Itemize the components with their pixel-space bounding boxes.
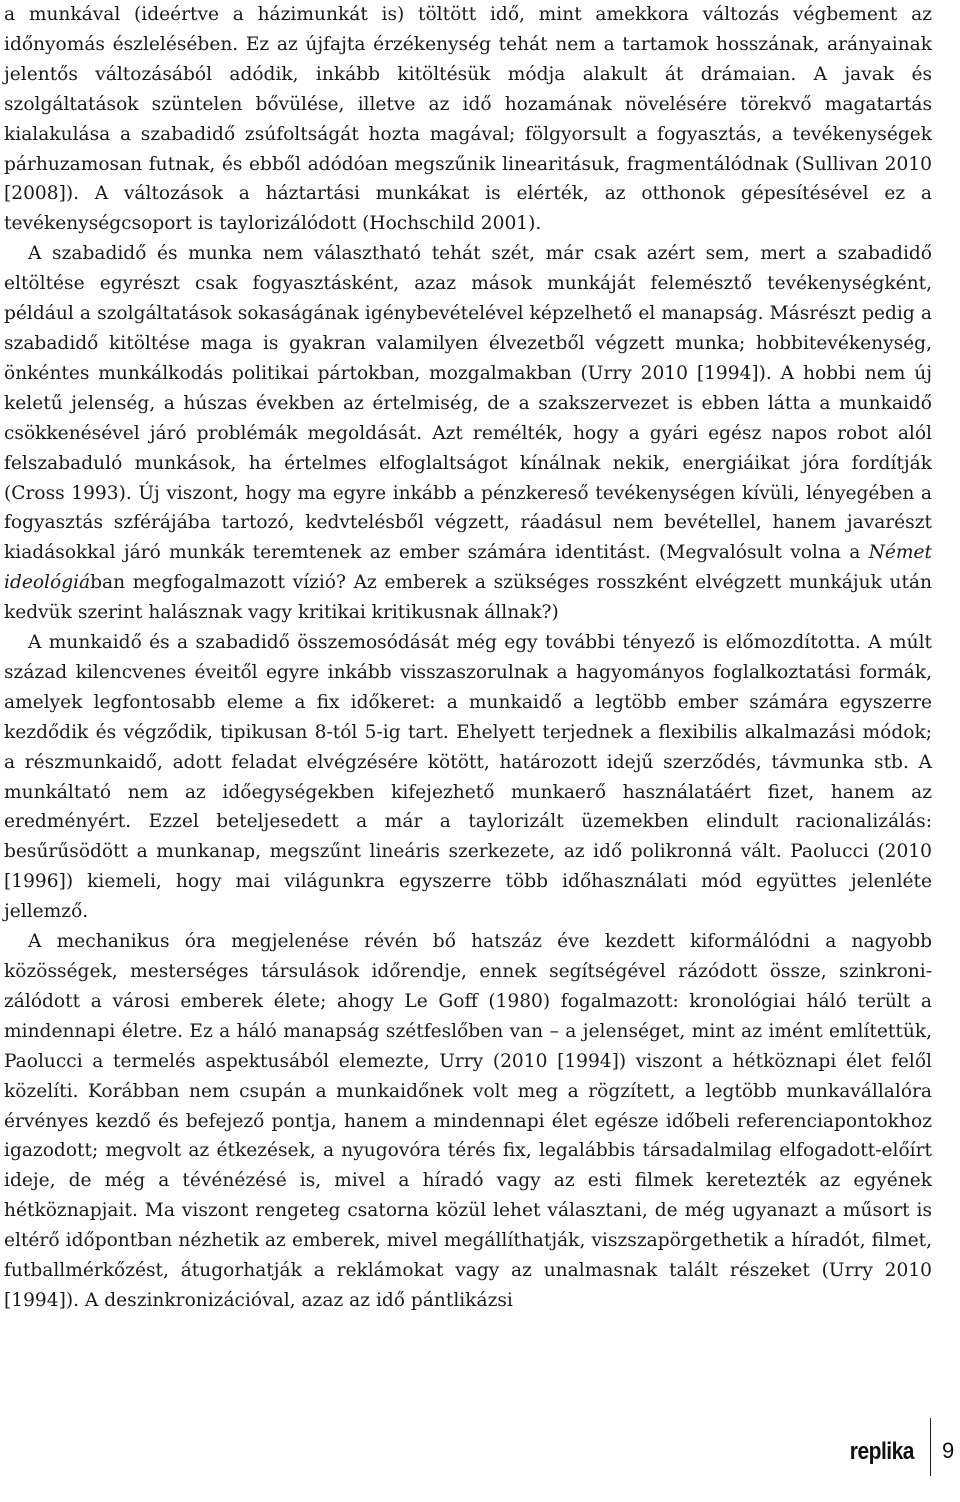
footer-divider — [930, 1418, 931, 1476]
article-body — [4, 0, 932, 1316]
paragraph-2 — [4, 239, 932, 628]
italic-book-title: Német ideológiá — [4, 542, 932, 594]
paragraph-1 — [4, 0, 932, 239]
journal-name: replika — [849, 1438, 914, 1465]
page-number: 9 — [942, 1438, 955, 1463]
paragraph-text: A szabadidő és munka nem választható tehát szét, már csak azért sem, mert a szabadidő eltöltése egyrészt csak fogyasztásként, azaz mások munkáját felemésztő tevékenységként, például a szolgáltatások sokaságának igénybevételével képzelhető el manapság. Másrészt pedig a szabadidő kitöltése maga is gyakran valamilyen élvezetből végzett munka; hobbitevékenység, önkéntes munkálkodás politikai pártokban, mozgalmakban (Urry 2010 [1994]). A hobbi nem új keletű jelenség, a húszas években az értelmiség, de a szakszervezet is ebben látta a munkaidő csökkenésével járó problémák megoldását. Azt remélték, hogy a gyári egész napos robot alól felszabaduló munkások, ha értelmes elfoglaltságot kínálnak nekik, energiáikat jóra fordítják (Cross 1993). Új viszont, hogy ma egyre inkább a pénzkereső tevékenységen kívüli, lényegében a fogyasztás szférájába tartozó, kedvtelésből végzett, ráadásul nem bevétellel, hanem javarészt kiadásokkal járó munkák teremtenek az ember számára identitást. (Megvalósult volna a — [4, 243, 932, 564]
paragraph-text: A munkaidő és a szabadidő összemosódását még egy további tényező is előmozdította. A múlt század kilencvenes éveitől egyre inkább visszaszorulnak a hagyományos foglalkoztatási formák, amelyek legfontosabb eleme a fix időkeret: a munkaidő a legtöbb ember számára egyszerre kezdődik és végződik, tipikusan 8-tól 5-ig tart. Ehelyett terjednek a flexibilis alkalmazási módok; a részmunkaidő, adott feladat elvégzésére kötött, határozott idejű szerződés, távmunka stb. A munkáltató nem az időegységekben kifejezhető munkaerő használatáért fizet, hanem az eredményért. Ezzel beteljesedett a már a taylorizált üzemekben elindult racionalizálás: besűrűsödött a munkanap, megszűnt lineáris szerkezete, az idő polikronná vált. Paolucci (2010 [1996]) kiemeli, hogy mai világunkra egyszerre több időhasználati mód együttes jelenléte jellemző. — [4, 632, 932, 923]
paragraph-text: a munkával (ideértve a házimunkát is) töltött idő, mint amekkora változás végbement az időnyomás észlelésében. Ez az újfajta érzékenység tehát nem a tartamok hosszának, arányainak jelentős változásából adódik, inkább kitöltésük módja alakult át drámaian. A javak és szolgáltatások szüntelen bővülése, illetve az idő hozamának növelésére törekvő magatartás kialakulása a szabadidő zsúfoltságát hozta magával; fölgyorsult a fogyasztás, a tevékenységek párhuzamosan futnak, és ebből adódóan megszűnik linearitásuk, fragmentálódnak (Sullivan 2010 [2008]). A változások a háztartási munkákat is elérték, az otthonok gépesítésével ez a tevékenységcsoport is taylorizálódott (Hochschild 2001). — [4, 4, 932, 235]
paragraph-text: A mechanikus óra megjelenése révén bő hatszáz éve kezdett kiformálódni a nagyobb közösségek, mesterséges társulások időrendje, ennek segítségével rázódott össze, szinkronizálódott a városi emberek élete; ahogy Le Goff (1980) fogalmazott: kronológiai háló terült a mindennapi életre. Ez a háló manapság szétfeslőben van – a jelenséget, mint az imént említettük, Paolucci a termelés aspektusából elemezte, Urry (2010 [1994]) viszont a hétköznapi élet felől közelíti. Korábban nem csupán a munkaidőnek volt meg a rögzített, a legtöbb munkavállalóra érvényes kezdő és befejező pontja, hanem a mindennapi élet egésze időbeli referenciapontokhoz igazodott; megvolt az étkezések, a nyugovóra térés fix, legalábbis társadalmilag elfogadott-előírt ideje, de még a tévénézésé is, mivel a híradó vagy az esti filmek keretezték az egyének hétköznapjait. Ma viszont rengeteg csatorna közül lehet választani, de még ugyanazt a műsort is eltérő időpontban nézhetik az emberek, mivel megállíthatják, viszszapörgethetik a híradót, filmet, futballmérkőzést, átugorhatják a reklámokat vagy az unalmasnak talált részeket (Urry 2010 [1994]). A deszinkronizációval, azaz az idő pántlikázsi — [4, 931, 932, 1311]
page-footer — [0, 1418, 960, 1478]
paragraph-4 — [4, 927, 932, 1316]
paragraph-3 — [4, 628, 932, 927]
paragraph-text: ban megfogalmazott vízió? Az emberek a szükséges rosszként elvégzett munkájuk után kedvük szerint halásznak vagy kritikai kritikusnak állnak?) — [4, 572, 932, 624]
